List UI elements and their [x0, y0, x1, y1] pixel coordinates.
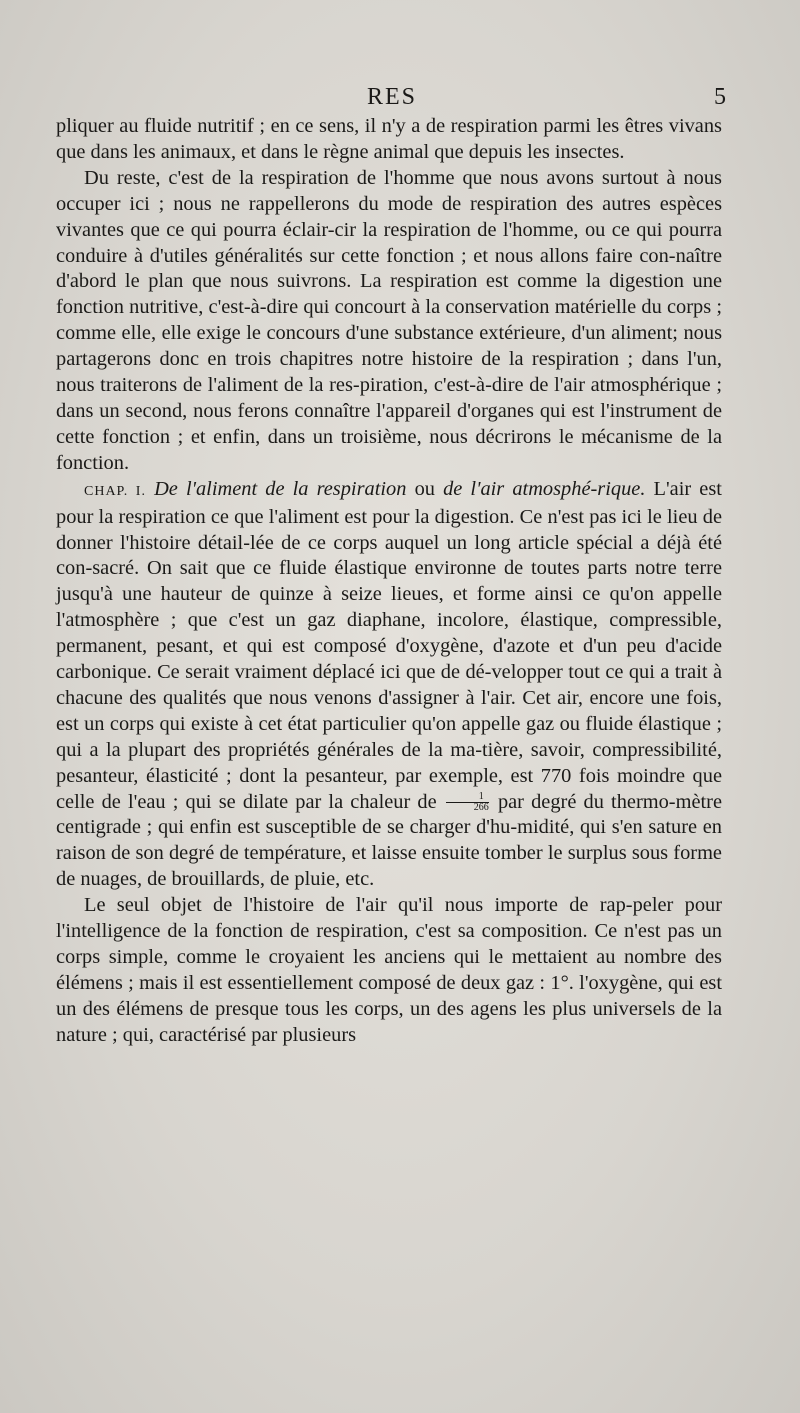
fraction	[446, 792, 489, 813]
chapter-title-a: De l'aliment de la respiration	[154, 477, 407, 500]
chapter-title-b: de l'air atmosphé-rique.	[443, 477, 646, 500]
chapter-title-or: ou	[414, 477, 435, 500]
fraction-numerator: 1	[446, 792, 489, 803]
body-text	[56, 114, 722, 1049]
paragraph-2: Du reste, c'est de la respiration de l'homme que nous avons surtout à nous occuper ici ; nous ne rappellerons du mode de respiration des autres espèces vivantes que ce qui pourra éclair-cir la respiration de l'homme, ou ce qui pourra conduire à d'utiles généralités sur cette fonction ; et nous allons faire con-naître d'abord le plan que nous suivrons. La respiration est comme la digestion une fonction nutritive, c'est-à-dire qui concourt à la conservation matérielle du corps ; comme elle, elle exige le concours d'une substance extérieure, d'un aliment; nous partagerons donc en trois chapitres notre histoire de la respiration ; dans l'un, nous traiterons de l'aliment de la res-piration, c'est-à-dire de l'air atmosphérique ; dans un second, nous ferons connaître l'appareil d'organes qui est l'instrument de cette fonction ; et enfin, dans un troisième, nous décrirons le mécanisme de la fonction.	[56, 166, 722, 474]
paragraph-4: Le seul objet de l'histoire de l'air qu'il nous importe de rap-peler pour l'intelligence de la fonction de respiration, c'est sa composition. Ce n'est pas un corps simple, comme le croyaient les anciens qui le mettaient au nombre des élémens ; mais il est essentiellement composé de deux gaz : 1°. l'oxygène, qui est un des élémens de presque tous les corps, un des agens les plus universels de la nature ; qui, caractérisé par plusieurs	[56, 894, 722, 1046]
paragraph-3-text-b: par degré du thermo-mètre centigrade ; qui enfin est susceptible de se charger d'hu-midité, qui s'en sature en raison de son degré de température, et laisse ensuite tomber le surplus sous forme de nuages, de brouillards, de pluie, etc.	[56, 790, 722, 891]
page-number: 5	[714, 84, 726, 110]
page-header	[58, 84, 726, 118]
fraction-denominator: 266	[473, 802, 489, 814]
paragraph-1: pliquer au fluide nutritif ; en ce sens, il n'y a de respiration parmi les êtres vivans que dans les animaux, et dans le règne animal que depuis les insectes.	[56, 115, 722, 163]
paragraph-3	[56, 477, 722, 894]
chapter-label: CHAP. I.	[84, 483, 146, 499]
running-head: RES	[366, 84, 417, 110]
paragraph-3-text-a: L'air est pour la respiration ce que l'aliment est pour la digestion. Ce n'est pas ici le lieu de donner l'histoire détail-lée de ce corps auquel un long article spécial a déjà été con-sacré. On sait que ce fluide élastique environne de toutes parts notre terre jusqu'à une hauteur de quinze à seize lieues, et forme ainsi ce qu'on appelle l'atmosphère ; que c'est un gaz diaphane, incolore, élastique, compressible, permanent, pesant, et qui est composé d'oxygène, d'azote et d'un peu d'acide carbonique. Ce serait vraiment déplacé ici que de dé-velopper tout ce qui a trait à chacune des qualités que nous venons d'assigner à l'air. Cet air, encore une fois, est un corps qui existe à cet état particulier qu'on appelle gaz ou fluide élastique ; qui a la plupart des propriétés générales de la ma-tière, savoir, compressibilité, pesanteur, élasticité ; dont la pesanteur, par exemple, est 770 fois moindre que celle de l'eau ; qui se dilate par la chaleur de	[56, 477, 722, 813]
